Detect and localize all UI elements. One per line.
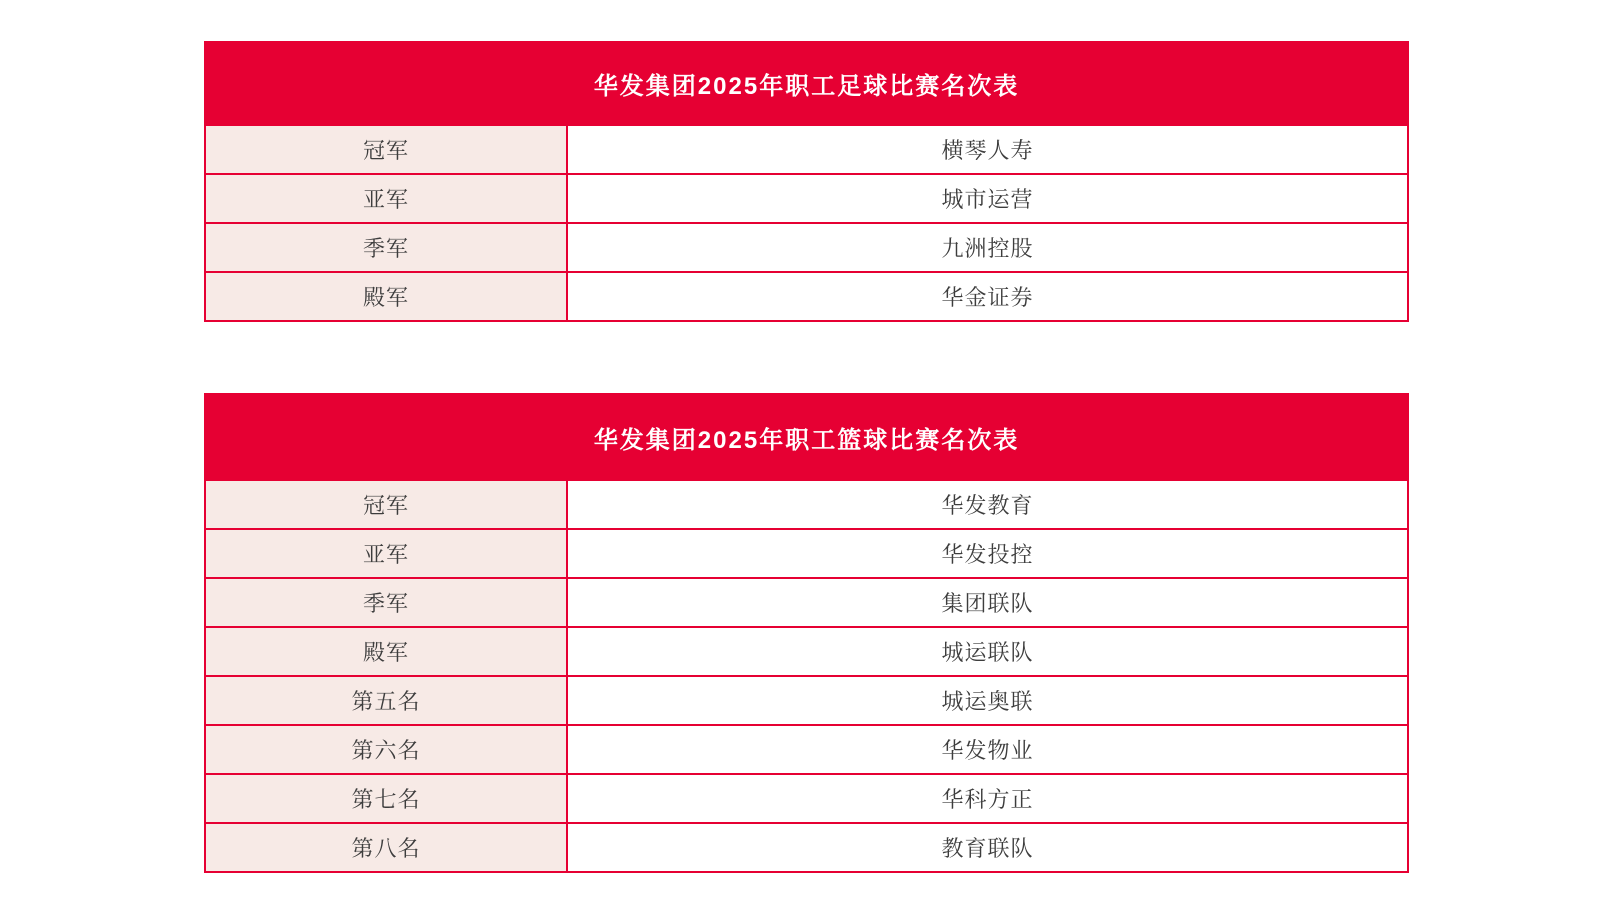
basketball-table-title: 华发集团2025年职工篮球比赛名次表 [205,394,1408,480]
rank-cell: 冠军 [205,125,567,174]
table-row [205,725,1408,774]
team-cell: 华科方正 [567,774,1408,823]
basketball-table-header-row [205,394,1408,480]
team-cell: 城运联队 [567,627,1408,676]
table-row [205,223,1408,272]
table-row [205,627,1408,676]
rank-cell: 第六名 [205,725,567,774]
team-cell: 集团联队 [567,578,1408,627]
rank-cell: 亚军 [205,529,567,578]
rank-cell: 第八名 [205,823,567,872]
team-cell: 教育联队 [567,823,1408,872]
table-row [205,676,1408,725]
table-row [205,480,1408,529]
table-row [205,529,1408,578]
rank-cell: 第七名 [205,774,567,823]
team-cell: 横琴人寿 [567,125,1408,174]
rank-cell: 第五名 [205,676,567,725]
football-rank-table [204,41,1409,322]
table-row [205,174,1408,223]
table-row [205,774,1408,823]
team-cell: 城运奥联 [567,676,1408,725]
team-cell: 华发教育 [567,480,1408,529]
rank-cell: 季军 [205,223,567,272]
table-row [205,125,1408,174]
table-row [205,578,1408,627]
team-cell: 九洲控股 [567,223,1408,272]
team-cell: 华发投控 [567,529,1408,578]
team-cell: 华金证券 [567,272,1408,321]
table-row [205,272,1408,321]
team-cell: 华发物业 [567,725,1408,774]
rank-cell: 殿军 [205,627,567,676]
team-cell: 城市运营 [567,174,1408,223]
rank-cell: 亚军 [205,174,567,223]
rank-cell: 冠军 [205,480,567,529]
table-row [205,823,1408,872]
rank-cell: 季军 [205,578,567,627]
basketball-rank-table [204,393,1409,873]
football-table-header-row [205,42,1408,125]
rank-cell: 殿军 [205,272,567,321]
football-table-title: 华发集团2025年职工足球比赛名次表 [205,42,1408,125]
